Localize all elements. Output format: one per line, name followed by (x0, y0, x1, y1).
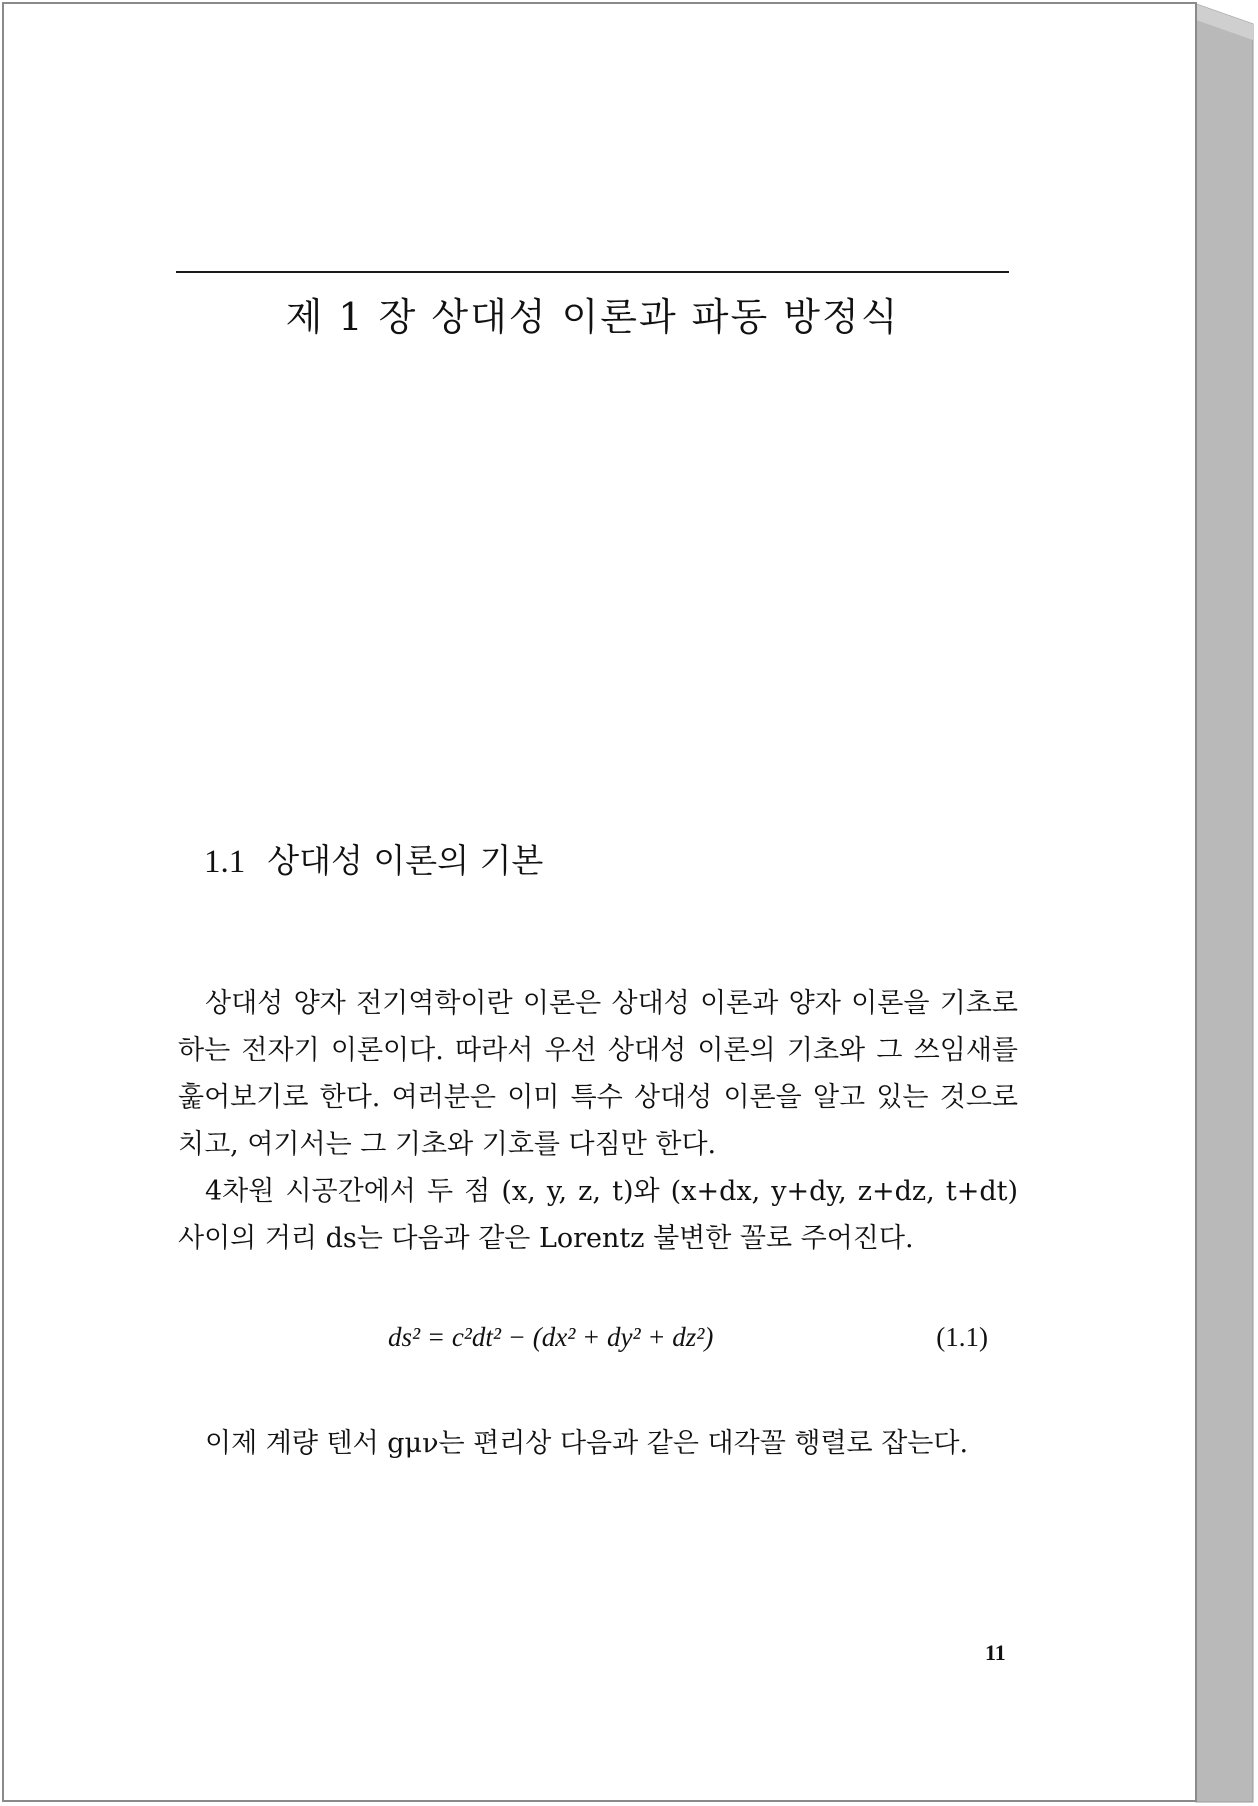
paragraph: 4차원 시공간에서 두 점 (x, y, z, t)와 (x+dx, y+dy, z+dz, t+dt) 사이의 거리 ds는 다음과 같은 Lorentz 불변한 꼴로 주어진다. (178, 1176, 1018, 1254)
section-number: 1.1 (204, 844, 246, 880)
body-text (178, 980, 1018, 1262)
chapter-rule (176, 271, 1009, 273)
closing-sentence: 이제 계량 텐서 gμν는 편리상 다음과 같은 대각꼴 행렬로 잡는다. (205, 1428, 969, 1459)
section-title: 상대성 이론의 기본 (267, 841, 544, 880)
equation-row (178, 1322, 988, 1366)
equation-number: (1.1) (936, 1322, 988, 1352)
page (4, 4, 1196, 1800)
equation: ds² = c²dt² − (dx² + dy² + dz²) (388, 1322, 714, 1352)
section-heading (204, 835, 543, 882)
paragraph: 상대성 양자 전기역학이란 이론은 상대성 이론과 양자 이론을 기초로 하는 전자기 이론이다. 따라서 우선 상대성 이론의 기초와 그 쓰임새를 훑어보기로 한다. 여러분은 이미 특수 상대성 이론을 알고 있는 것으로 치고, 여기서는 그 기초와 기호를 다짐만 한다. (178, 988, 1018, 1160)
chapter-title: 제 1 장 상대성 이론과 파동 방정식 (285, 295, 900, 339)
page-number: 11 (985, 1640, 1006, 1665)
